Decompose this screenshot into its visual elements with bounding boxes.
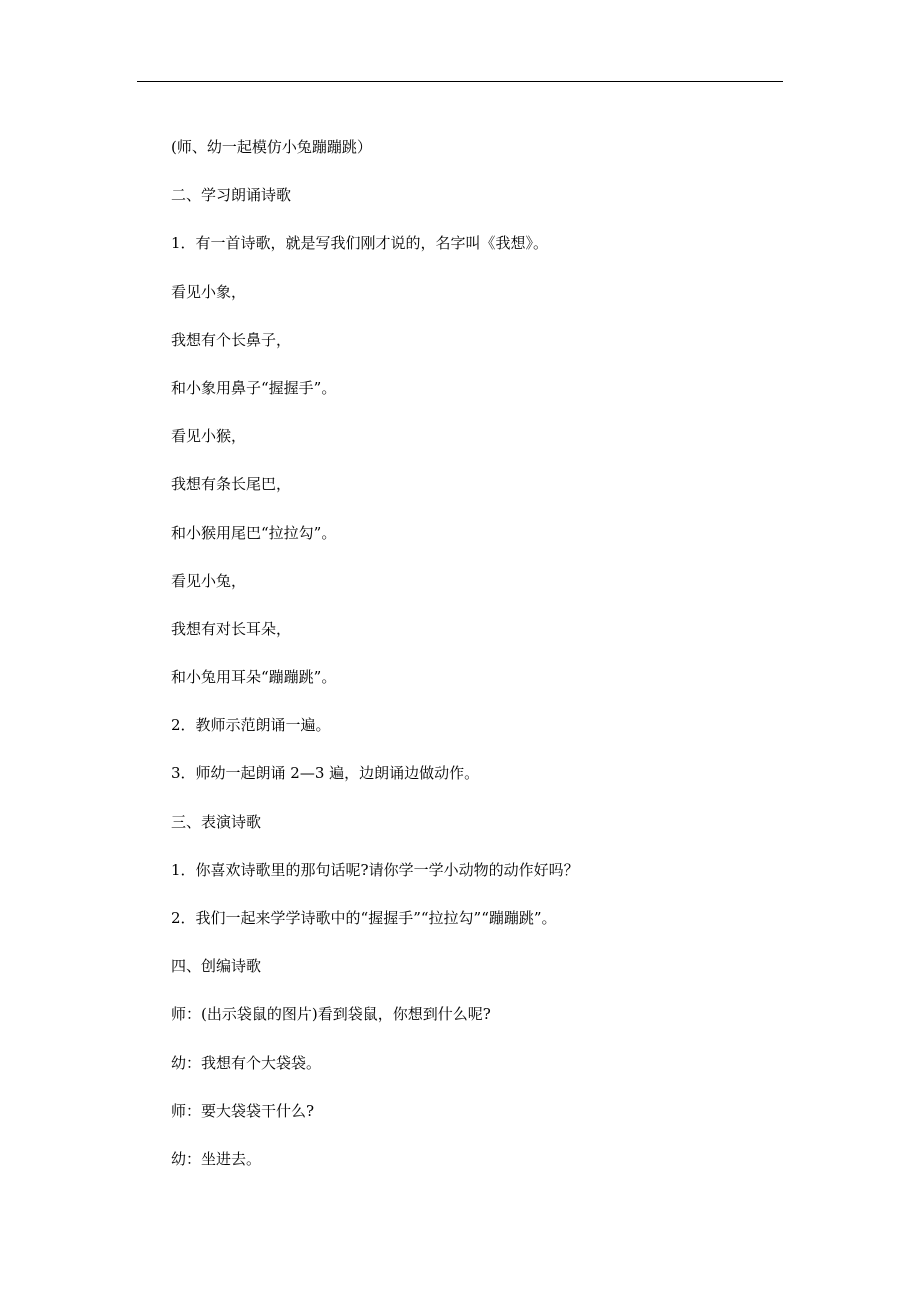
text-line: 2．我们一起来学学诗歌中的“握握手”“拉拉勾”“蹦蹦跳”。 bbox=[171, 909, 557, 927]
poem-line: 和小象用鼻子“握握手”。 bbox=[171, 378, 337, 397]
dialogue-line: 师：(出示袋鼠的图片)看到袋鼠，你想到什么呢? bbox=[171, 1005, 491, 1024]
header-rule bbox=[137, 81, 783, 82]
poem-line: 和小猴用尾巴“拉拉勾”。 bbox=[171, 523, 337, 542]
poem-line: 和小兔用耳朵“蹦蹦跳”。 bbox=[171, 668, 337, 687]
text-line: (师、幼一起模仿小兔蹦蹦跳） bbox=[171, 138, 372, 156]
section-heading: 四、创编诗歌 bbox=[171, 957, 262, 976]
dialogue-line: 幼：我想有个大袋袋。 bbox=[171, 1053, 322, 1072]
section-heading: 三、表演诗歌 bbox=[171, 812, 262, 831]
section-heading: 二、学习朗诵诗歌 bbox=[171, 186, 292, 205]
poem-line: 看见小兔， bbox=[171, 571, 247, 590]
dialogue-line: 师：要大袋袋干什么? bbox=[171, 1101, 315, 1120]
poem-line: 我想有个长鼻子， bbox=[171, 330, 292, 349]
poem-line: 看见小猴， bbox=[171, 427, 247, 446]
dialogue-line: 幼：坐进去。 bbox=[171, 1149, 262, 1168]
text-line: 1．有一首诗歌，就是写我们刚才说的，名字叫《我想》。 bbox=[171, 234, 549, 253]
poem-line: 我想有条长尾巴， bbox=[171, 475, 292, 494]
text-line: 2．教师示范朗诵一遍。 bbox=[171, 716, 331, 735]
poem-line: 看见小象， bbox=[171, 282, 247, 301]
poem-line: 我想有对长耳朵， bbox=[171, 619, 292, 638]
document-body bbox=[171, 133, 783, 1193]
text-line: 1．你喜欢诗歌里的那句话呢?请你学一学小动物的动作好吗？ bbox=[171, 860, 579, 879]
text-line: 3．师幼一起朗诵 2—3 遍，边朗诵边做动作。 bbox=[171, 764, 480, 783]
